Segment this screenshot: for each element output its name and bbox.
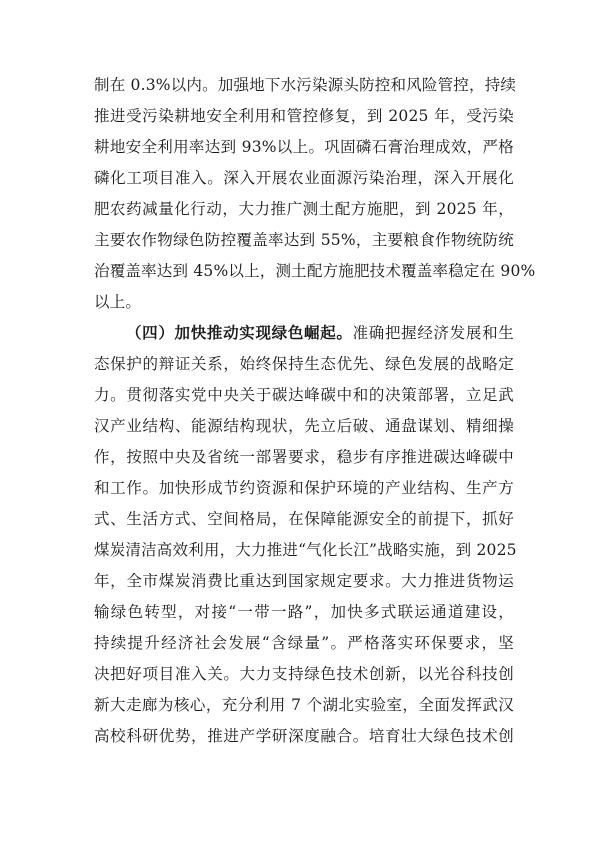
text-line: 态保护的辩证关系，始终保持生态优先、绿色发展的战略定: [94, 355, 514, 373]
text-line: 输绿色转型，对接“一带一路”，加快多式联运通道建设，: [94, 603, 514, 621]
text-line: 年，全市煤炭消费比重达到国家规定要求。大力推进货物运: [94, 572, 514, 590]
text-line: 以上。: [94, 293, 142, 311]
heading-line-text: 准确把握经济发展和生: [352, 324, 514, 342]
text-line: 作，按照中央及省统一部署要求，稳步有序推进碳达峰碳中: [94, 448, 514, 466]
text-line: 高校科研优势，推进产学研深度融合。培育壮大绿色技术创: [94, 727, 514, 745]
text-line: 新大走廊为核心，充分利用 7 个湖北实验室，全面发挥武汉: [94, 696, 514, 714]
text-line: 汉产业结构、能源结构现状，先立后破、通盘谋划、精细操: [94, 417, 514, 435]
text-line: 制在 0.3%以内。加强地下水污染源头防控和风险管控，持续: [94, 76, 517, 94]
text-line: 力。贯彻落实党中央关于碳达峰碳中和的决策部署，立足武: [94, 386, 514, 404]
text-line: 决把好项目准入关。大力支持绿色技术创新，以光谷科技创: [94, 665, 514, 683]
text-line: 主要农作物绿色防控覆盖率达到 55%，主要粮食作物统防统: [94, 231, 514, 249]
text-line: 式、生活方式、空间格局，在保障能源安全的前提下，抓好: [94, 510, 514, 528]
text-line: 推进受污染耕地安全利用和管控修复，到 2025 年，受污染: [94, 107, 514, 125]
text-line: 肥农药减量化行动，大力推广测土配方施肥，到 2025 年，: [94, 200, 514, 218]
text-line: 和工作。加快形成节约资源和保护环境的产业结构、生产方: [94, 479, 514, 497]
section-heading: （四）加快推动实现绿色崛起。: [126, 324, 353, 342]
text-line: 煤炭清洁高效利用，大力推进“气化长江”战略实施，到 2025: [94, 541, 517, 559]
text-line: 治覆盖率达到 45%以上，测土配方施肥技术覆盖率稳定在 90%: [94, 262, 536, 280]
text-line: 耕地安全利用率达到 93%以上。巩固磷石膏治理成效，严格: [94, 138, 514, 156]
section-heading-line: [126, 318, 514, 348]
text-line: 持续提升经济社会发展“含绿量”。严格落实环保要求，坚: [94, 634, 514, 652]
text-line: 磷化工项目准入。深入开展农业面源污染治理，深入开展化: [94, 169, 514, 187]
